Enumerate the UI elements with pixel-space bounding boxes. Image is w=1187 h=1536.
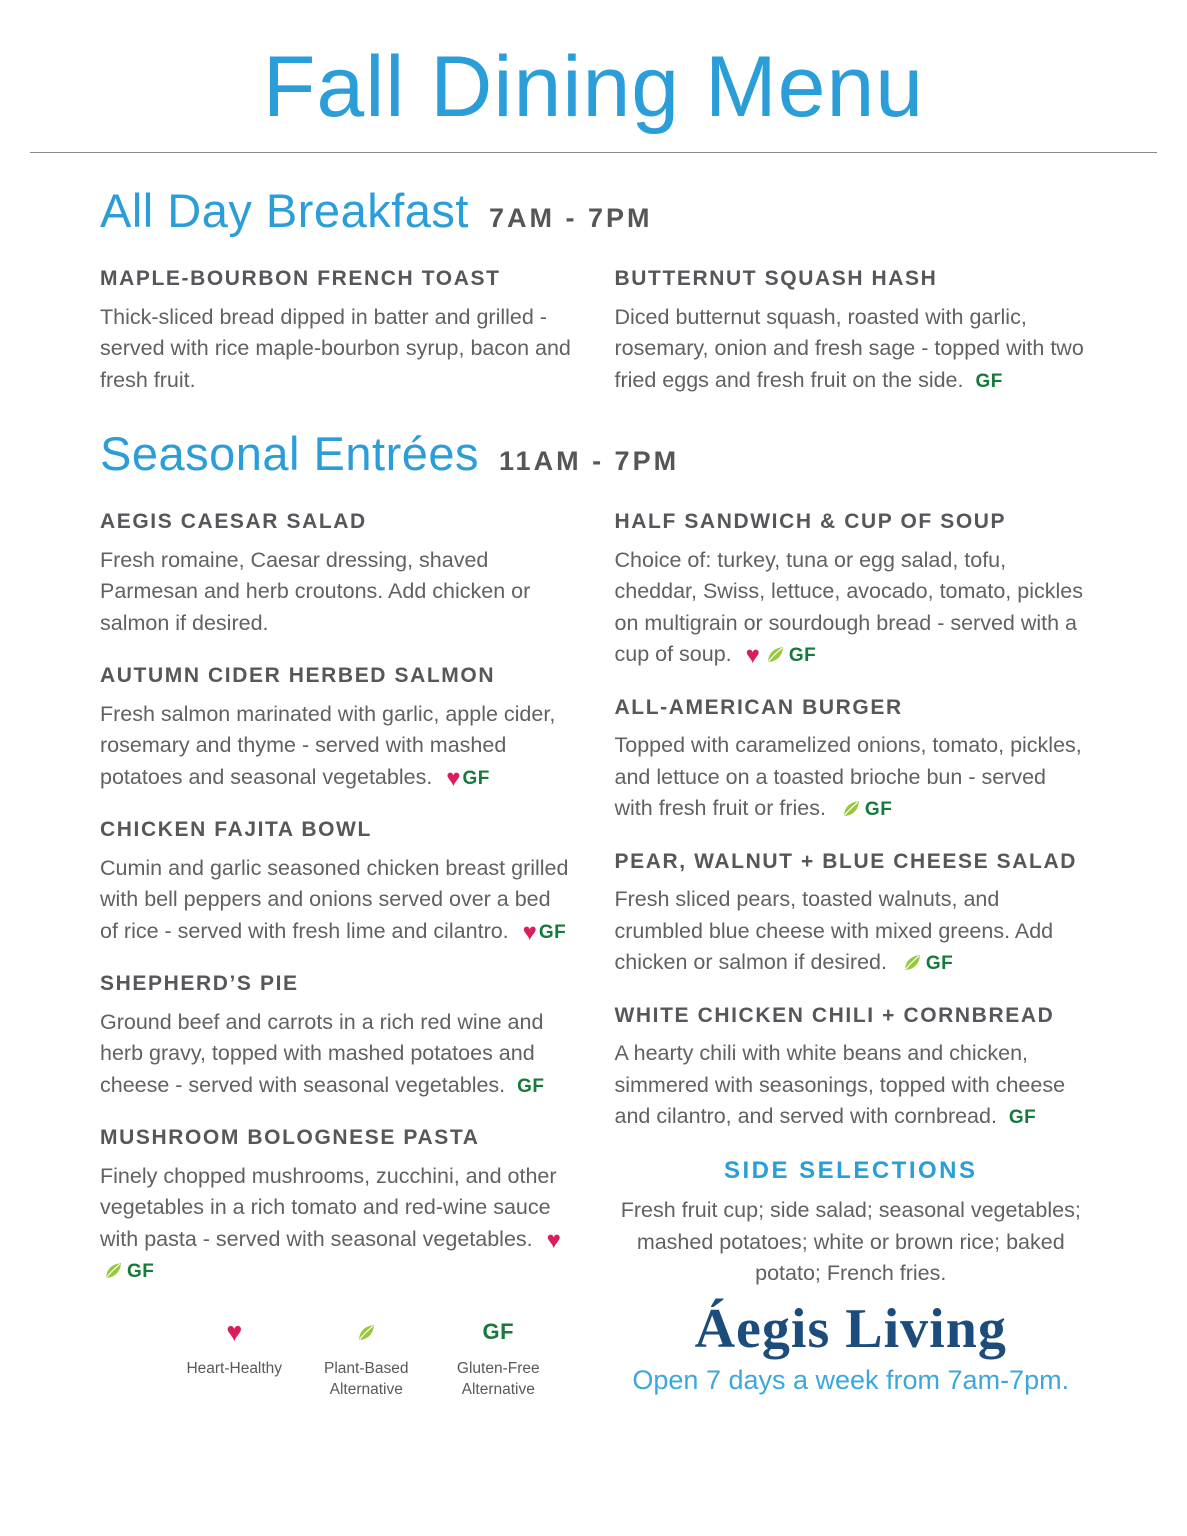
menu-item-description-text: Ground beef and carrots in a rich red wine and herb gravy, topped with mashed potatoes and cheese - served with seasonal vegetables. [100,1009,544,1097]
leaf-icon [838,796,865,820]
menu-item [615,695,1088,825]
gf-glyph: GF [482,1319,515,1345]
leaf-icon [307,1317,425,1347]
menu-item-title: WHITE CHICKEN CHILI + CORNBREAD [614,1004,1055,1028]
title-divider [30,152,1157,153]
menu-item-description [100,1161,573,1287]
heart-icon: ♥ [546,1226,561,1254]
menu-item-description [615,884,1088,979]
legend-label-leaf [307,1359,425,1401]
menu-item-description-text: Fresh sliced pears, toasted walnuts, and crumbled blue cheese with mixed greens. Add chicken or salmon if desired. [614,887,1054,975]
gf-icon: GF [517,1075,545,1097]
breakfast-section-hours: 7AM - 7PM [488,203,653,234]
brand-tagline: Open 7 days a week from 7am-7pm. [632,1364,1070,1395]
gf-icon: GF [1008,1107,1037,1129]
menu-item [615,849,1088,979]
menu-item-description-text: Fresh romaine, Caesar dressing, shaved Parmesan and herb croutons. Add chicken or salmon if desired. [100,547,531,635]
legend-item-heart-healthy [175,1317,293,1401]
entrees-section-title: Seasonal Entrées [100,427,480,481]
side-selections-title: SIDE SELECTIONS [723,1157,978,1185]
side-selections [615,1157,1088,1290]
heart-icon: ♥ [446,764,461,792]
menu-item-title: MAPLE-BOURBON FRENCH TOAST [100,267,501,291]
menu-item-description-text: Thick-sliced bread dipped in batter and grilled - served with rice maple-bourbon syrup, bacon and fresh fruit. [100,304,571,392]
section-entrees [100,426,1087,1401]
menu-item-title: HALF SANDWICH & CUP OF SOUP [614,510,1007,534]
menu-item [615,266,1088,396]
breakfast-section-title: All Day Breakfast [100,184,469,238]
menu-item-title: ALL-AMERICAN BURGER [614,695,903,719]
menu-item-title: BUTTERNUT SQUASH HASH [614,267,938,291]
legend-label-line: Alternative [329,1381,403,1398]
menu-item-title: PEAR, WALNUT + BLUE CHEESE SALAD [614,849,1077,873]
menu-item [100,971,573,1101]
menu-item-description [100,1007,573,1102]
entrees-right-column [615,509,1088,1395]
leaf-icon [100,1258,127,1282]
legend-label-heart [175,1359,293,1380]
legend [100,1317,573,1401]
legend-item-gluten-free [439,1317,557,1401]
breakfast-section-head [100,183,1087,238]
heart-glyph: ♥ [226,1316,243,1347]
menu-item-description-text: Finely chopped mushrooms, zucchini, and other vegetables in a rich tomato and red-wine sauce with pasta - served with seasonal vegetables. [100,1163,557,1251]
menu-item [100,1125,573,1287]
brand-block [615,1297,1088,1396]
menu-item-description-text: Choice of: turkey, tuna or egg salad, tofu, cheddar, Swiss, lettuce, avocado, tomato, pickles on multigrain or sourdough bread - served with a cup of soup. [614,547,1083,667]
entrees-section-head [100,426,1087,481]
entrees-section-hours: 11AM - 7PM [499,446,680,477]
menu-item [100,266,573,396]
page-title: Fall Dining Menu [262,39,925,135]
menu-item-title: AUTUMN CIDER HERBED SALMON [100,664,496,688]
brand-logo: Áegis Living [694,1297,1007,1360]
legend-label-line: Alternative [461,1381,535,1398]
gf-icon: GF [127,1261,155,1283]
menu-item [615,509,1088,671]
menu-item-description-text: A hearty chili with white beans and chicken, simmered with seasonings, topped with cheese and cilantro, and served with cornbread. [614,1041,1066,1129]
menu-item [100,663,573,793]
breakfast-left-column [100,266,573,420]
legend-label-line: Plant-Based [324,1360,409,1378]
menu-item [100,817,573,947]
menu-item-description [100,853,573,948]
gf-icon: GF [788,645,817,667]
menu-item-description [615,545,1088,671]
leaf-icon [762,642,789,666]
menu-item [615,1003,1088,1133]
gf-icon: GF [538,921,567,943]
menu-item-description-text: Fresh salmon marinated with garlic, apple cider, rosemary and thyme - served with mashed potatoes and seasonal vegetables. [100,701,556,789]
menu-item-description-text: Topped with caramelized onions, tomato, pickles, and lettuce on a toasted brioche bun - served with fresh fruit or fries. [614,733,1082,821]
leaf-icon [899,950,926,974]
breakfast-right-column [615,266,1088,420]
gf-icon: GF [864,799,893,821]
menu-item-title: SHEPHERD’S PIE [100,972,299,996]
menu-item-description [100,302,573,397]
legend-item-plant-based [307,1317,425,1401]
entrees-left-items [100,509,573,1287]
menu-item-description [615,302,1088,397]
entrees-columns [100,509,1087,1401]
heart-icon [175,1317,293,1347]
section-breakfast [100,183,1087,420]
menu-item [100,509,573,639]
legend-label-gf [439,1359,557,1401]
heart-icon: ♥ [522,918,537,946]
entrees-right-items [615,509,1088,1133]
menu-item-description [615,1038,1088,1133]
menu-item-description-text: Diced butternut squash, roasted with garlic, rosemary, onion and fresh sage - topped with two fried eggs and fresh fruit on the side. [614,304,1084,392]
menu-item-title: MUSHROOM BOLOGNESE PASTA [100,1126,480,1150]
menu-item-description [100,545,573,640]
menu-item-title: CHICKEN FAJITA BOWL [100,818,372,842]
menu-item-title: AEGIS CAESAR SALAD [100,510,367,534]
entrees-left-column [100,509,573,1401]
menu-item-description [100,699,573,794]
menu-item-description-text: Cumin and garlic seasoned chicken breast grilled with bell peppers and onions served over a bed of rice - served with fresh lime and cilantro. [100,855,569,943]
menu-item-description [615,730,1088,825]
gf-icon: GF [462,767,490,789]
breakfast-columns [100,266,1087,420]
gf-icon: GF [925,953,954,975]
gf-icon [439,1317,557,1347]
legend-label-line: Heart-Healthy [186,1360,283,1378]
side-selections-text: Fresh fruit cup; side salad; seasonal vegetables; mashed potatoes; white or brown rice; baked potato; French fries. [620,1198,1081,1286]
gf-icon: GF [975,370,1003,392]
heart-icon: ♥ [745,642,760,670]
legend-label-line: Gluten-Free [456,1360,540,1378]
